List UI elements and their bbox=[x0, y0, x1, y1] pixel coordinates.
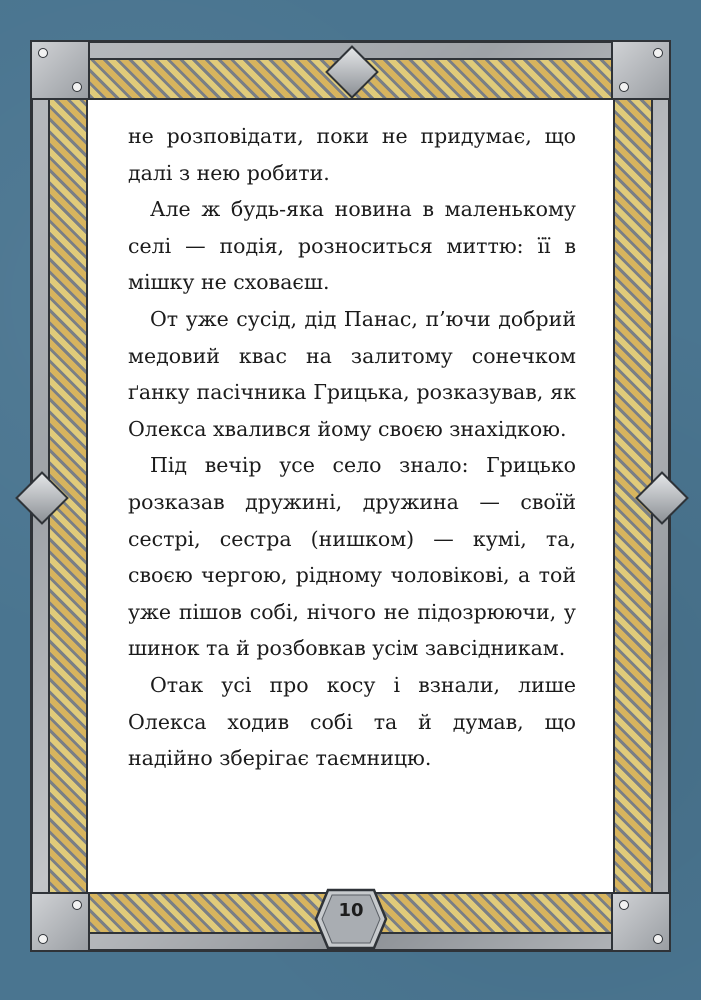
paragraph: не розповідати, поки не придумає, що далі з нею робити. bbox=[128, 124, 576, 185]
paragraph: Отак усі про косу і взнали, лише Олекса ходив собі та й думав, що надійно зберігає таємницю. bbox=[128, 672, 576, 771]
paragraph: Але ж будь-яка новина в маленькому селі — подія, розноситься миттю: її в мішку не сховаєш. bbox=[128, 197, 576, 295]
page-number: 10 bbox=[338, 900, 364, 921]
corner-ornament-icon bbox=[30, 40, 90, 100]
paragraph: От уже сусід, дід Панас, п’ючи добрий медовий квас на залитому сонечком ґанку пасічника Грицька, розказував, як Олекса хвалився йому своєю знахідкою. bbox=[128, 306, 576, 441]
story-text bbox=[128, 118, 576, 777]
corner-ornament-icon bbox=[611, 40, 671, 100]
paragraph: Під вечір усе село знало: Грицько розказав дружині, дружина — своїй сестрі, сестра (нишком) — кумі, та, своєю чергою, рідному чоловікові, а той уже пішов собі, нічого не підозрюючи, у шинок та й розбовкав усім завсідникам. bbox=[128, 453, 576, 661]
corner-ornament-icon bbox=[30, 892, 90, 952]
corner-ornament-icon bbox=[611, 892, 671, 952]
